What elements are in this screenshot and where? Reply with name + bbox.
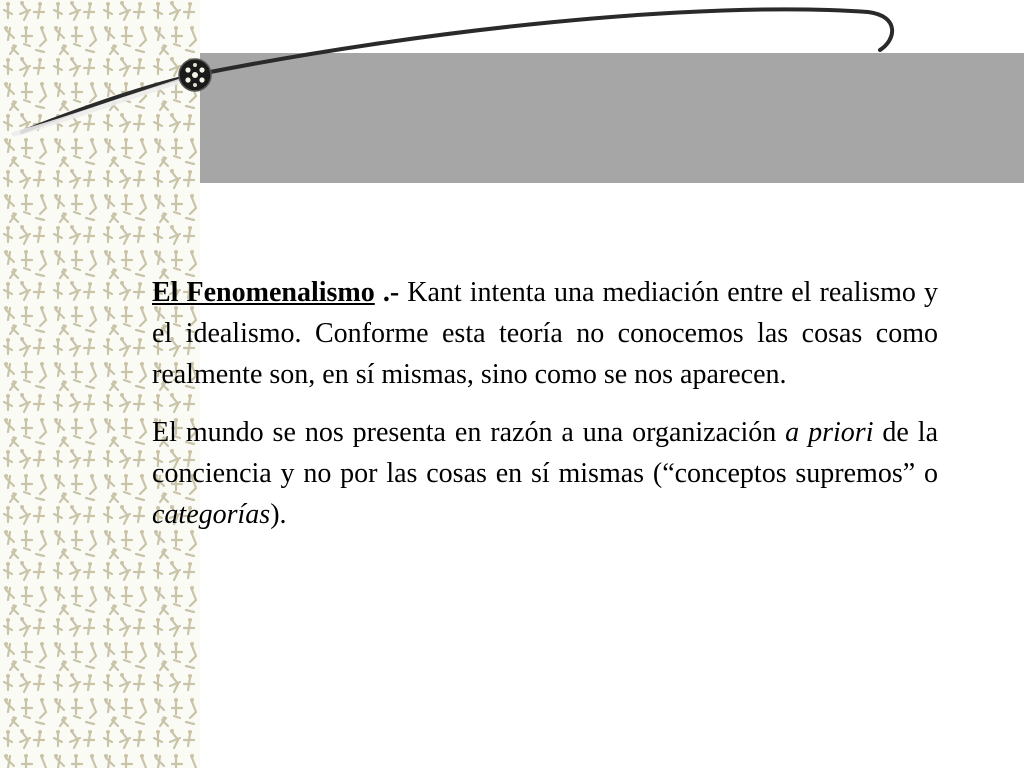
slide-body: [152, 272, 938, 552]
paragraph-text-part-3: ).: [270, 499, 287, 530]
paragraph-mundo: [152, 412, 938, 535]
italic-categorias: categorías: [152, 499, 271, 530]
swoosh-decoration: [0, 0, 1024, 200]
paragraph-text-part-2: de la conciencia y no por las cosas en sí mismas (“conceptos supremos” o: [152, 417, 938, 489]
paragraph-fenomenalismo: [152, 272, 938, 395]
orb-icon: [179, 59, 211, 91]
term-title: El Fenomenalismo: [152, 277, 375, 308]
term-separator: .-: [374, 277, 400, 308]
paragraph-text-part-1: El mundo se nos presenta en razón a una organización: [152, 417, 786, 448]
italic-a-priori: a priori: [785, 417, 874, 448]
paragraph-text: Kant intenta una mediación entre el realismo y el idealismo. Conforme esta teoría no conocemos las cosas como realmente son, en sí mismas, sino como se nos aparecen.: [152, 277, 939, 390]
